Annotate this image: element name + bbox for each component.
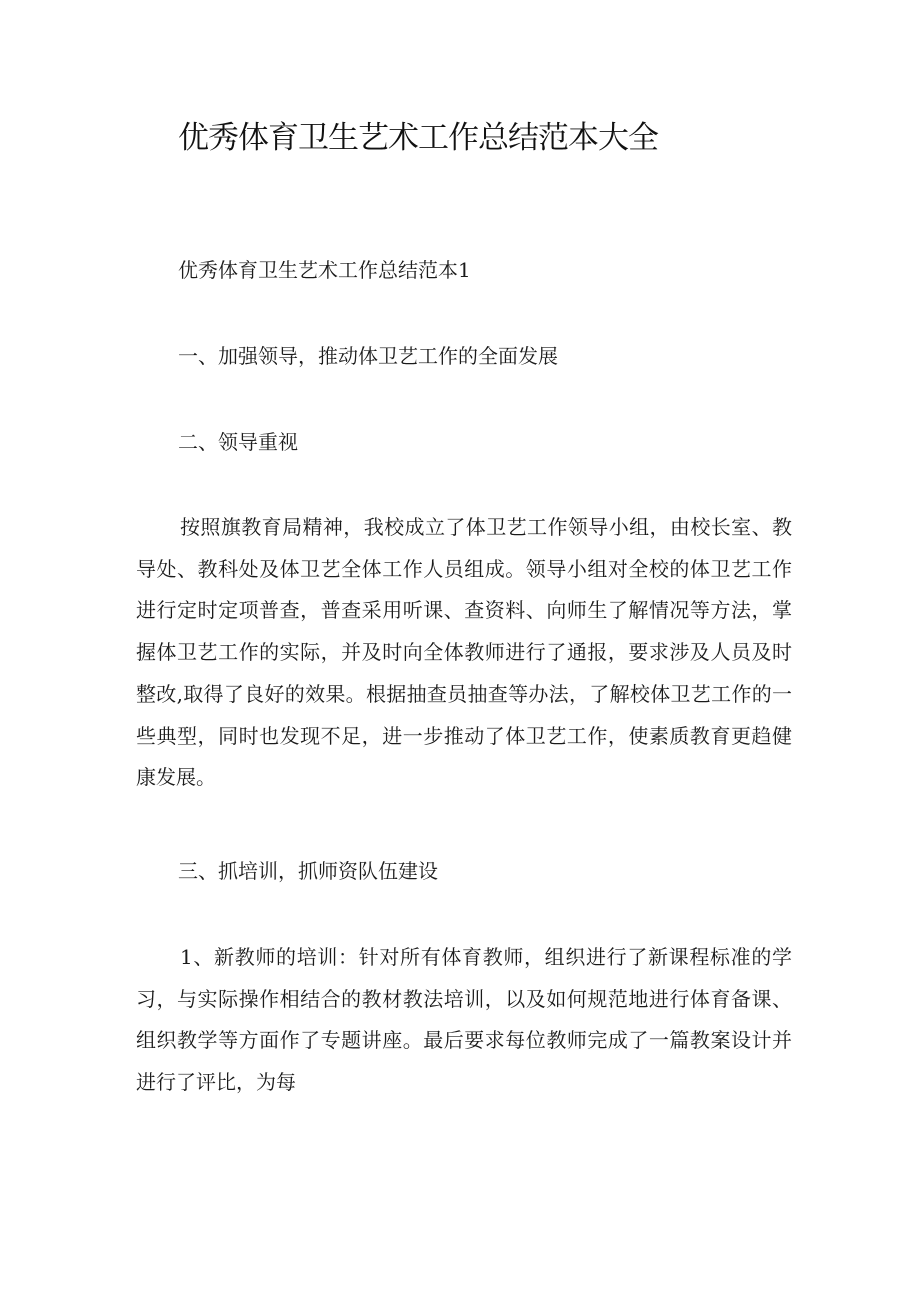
body-paragraph-2: 1、新教师的培训：针对所有体育教师，组织进行了新课程标准的学习，与实际操作相结合的教材教法培训，以及如何规范地进行体育备课、组织教学等方面作了专题讲座。最后要求每位教师完成了一篇教案设计并进行了评比，为每 xyxy=(136,945,792,1095)
section-heading-3: 三、抓培训，抓师资队伍建设 xyxy=(178,859,438,883)
section-heading-2: 二、领导重视 xyxy=(178,430,298,454)
document-subtitle: 优秀体育卫生艺术工作总结范本1 xyxy=(178,258,471,282)
document-title: 优秀体育卫生艺术工作总结范本大全 xyxy=(178,120,658,156)
section-heading-1: 一、加强领导，推动体卫艺工作的全面发展 xyxy=(178,344,558,368)
body-paragraph-1: 按照旗教育局精神，我校成立了体卫艺工作领导小组，由校长室、教导处、教科处及体卫艺全体工作人员组成。领导小组对全校的体卫艺工作进行定时定项普查，普查采用听课、查资料、向师生了解情况等方法，掌握体卫艺工作的实际，并及时向全体教师进行了通报，要求涉及人员及时整改,取得了良好的效果。根据抽查员抽查等办法，了解校体卫艺工作的一些典型，同时也发现不足，进一步推动了体卫艺工作，使素质教育更趋健康发展。 xyxy=(136,515,792,790)
